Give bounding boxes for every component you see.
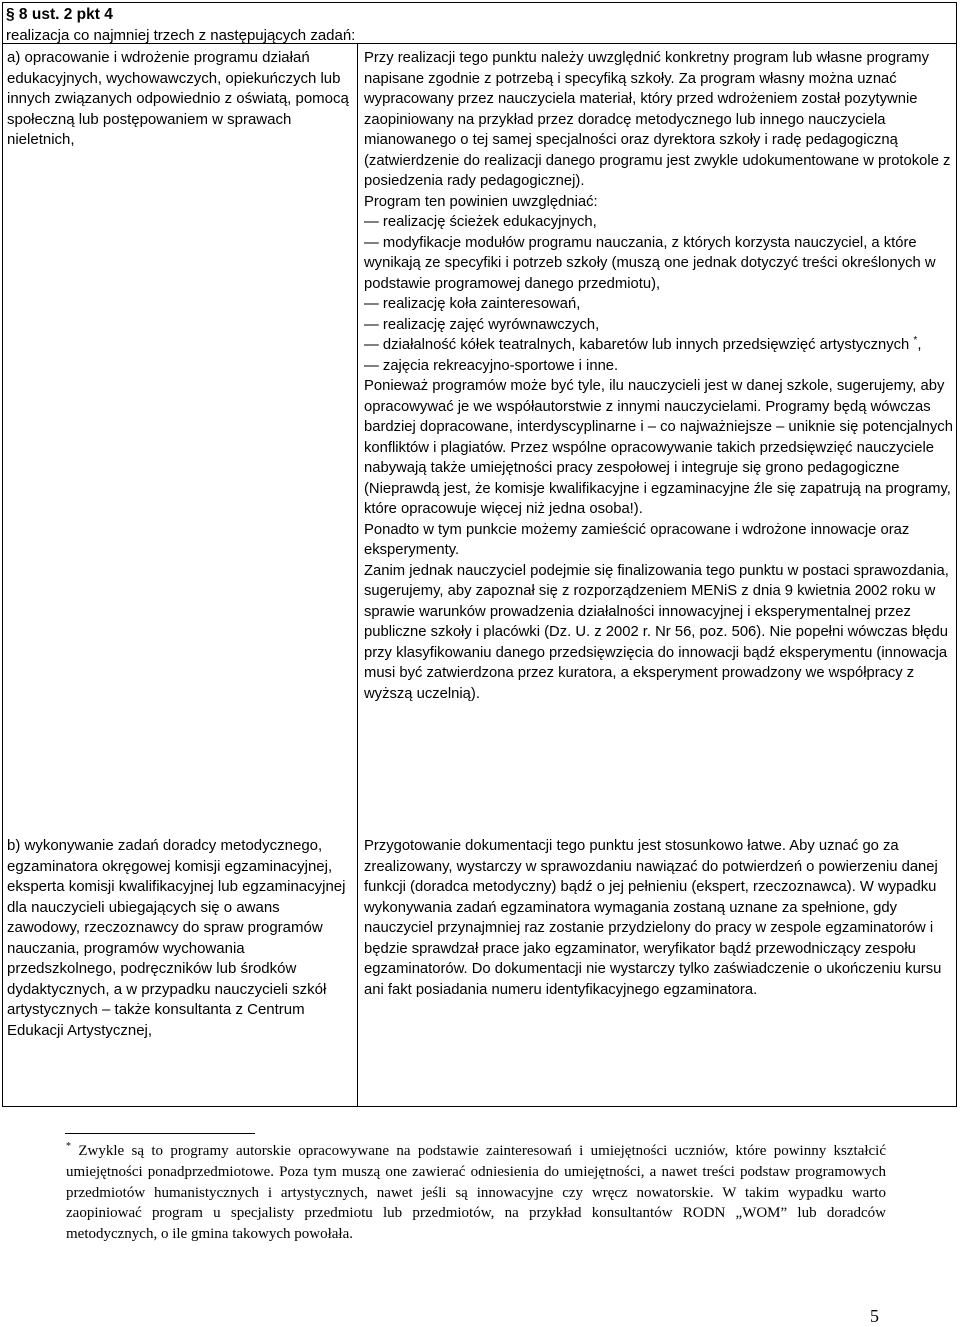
list-item: — zajęcia rekreacyjno-sportowe i inne. — [364, 356, 954, 377]
footnote-text: Zwykle są to programy autorskie opracowywane na podstawie zainteresowań i umiejętności uczniów, które powinny kształcić umiejętności ponadprzedmiotowe. Poza tym muszą one zawierać odniesienia do umiejętności, a nawet treści podstaw programowych przedmiotów humanistycznych i artystycznych, nawet jeśli są innowacyjne czy wręcz nowatorskie. W takim wypadku warto zaopiniować program u specjalisty przedmiotu lub przedmiotów, na przykład konsultantów RODN „WOM” lub doradców metodycznych, o ile gmina takowych powołała. — [66, 1143, 887, 1243]
list-item-text: działalność kółek teatralnych, kabaretów lub innych przedsięwzięć artystycznych — [382, 337, 910, 353]
task-b-text: b) wykonywanie zadań doradcy metodycznego, egzaminatora okręgowej komisji egzaminacyjnej, eksperta komisji kwalifikacyjnej lub egzaminacyjnej dla nauczycieli ubiegających się o awans zawodowy, rzeczoznawcy do spraw programów nauczania, programów wychowania przedszkolnego, podręczników lub środków dydaktycznych, a w przypadku nauczycieli szkół artystycznych – także konsultanta z Centrum Edukacji Artystycznej, — [7, 837, 346, 1039]
list-item: — realizację koła zainteresowań, — [364, 294, 954, 315]
commentary-paragraph: Zanim jednak nauczyciel podejmie się finalizowania tego punktu w postaci sprawozdania, sugerujemy, aby zapoznał się z rozporządzeniem MENiS z dnia 9 kwietnia 2002 roku w sprawie warunków prowadzenia działalności innowacyjnej i eksperymentalnej przez publiczne szkoły i placówki (Dz. U. z 2002 r. Nr 56, poz. 506). Nie popełni wówczas błędu przy klasyfikowaniu danego przedsięwzięcia do innowacji bądź eksperymentu (innowacja musi być zatwierdzona przez kuratora, a eksperyment prowadzony we współpracy z wyższą uczelnią). — [364, 562, 949, 702]
page-number: 5 — [870, 1306, 879, 1326]
section-reference: § 8 ust. 2 pkt 4 — [6, 6, 113, 23]
table-divider-vertical — [357, 43, 358, 1107]
table-header — [6, 5, 946, 46]
footnote-marker: * — [913, 335, 918, 347]
task-b-commentary: Przygotowanie dokumentacji tego punktu jest stosunkowo łatwe. Aby uznać go za zrealizowany, wystarczy w sprawozdaniu nawiązać do potwierdzeń o powierzeniu danej funkcji (doradca metodyczny) bądź o jej pełnieniu (ekspert, rzeczoznawca). W wypadku wykonywania zadań egzaminatora wymagania zostaną uznane za spełnione, gdy nauczyciel przynajmniej raz zostanie przydzielony do pracy w zespole egzaminatorów i będzie sprawdzał prace jako egzaminator, weryfikator bądź przewodniczący zespołu egzaminatorów. Do dokumentacji nie wystarczy tylko zaświadczenie o ukończeniu kursu ani fakt posiadania numeru identyfikacyjnego egzaminatora. — [364, 838, 942, 998]
header-intro: realizacja co najmniej trzech z następujących zadań: — [6, 26, 356, 44]
commentary-paragraph: Ponadto w tym punkcie możemy zamieścić opracowane i wdrożone innowacje oraz eksperymenty. — [364, 521, 910, 558]
list-item: — realizację zajęć wyrównawczych, — [364, 315, 954, 336]
commentary-paragraph: Przy realizacji tego punktu należy uwzględnić konkretny program lub własne programy napisane zgodnie z potrzebą i specyfiką szkoły. Za program własny można uznać wypracowany przez nauczyciela materiał, który przed wdrożeniem został pozytywnie zaopiniowany na przykład przez doradcę metodycznego lub innego nauczyciela mianowanego o tej samej specjalności oraz dyrektora szkoły i radę pedagogiczną (zatwierdzenie do realizacji danego programu jest zwykle udokumentowane w protokole z posiedzenia rady pedagogicznej). — [364, 50, 951, 189]
list-item: — modyfikacje modułów programu nauczania, z których korzysta nauczyciel, a które wynikają ze specyfiki i potrzeb szkoły (muszą one jednak dotyczyć treści określonych w podstawie programowej danego przedmiotu), — [364, 233, 954, 295]
task-a-text: a) opracowanie i wdrożenie programu działań edukacyjnych, wychowawczych, opiekuńczych lub innych związanych odpowiednio z oświatą, pomocą społeczną lub postępowaniem w sprawach nieletnich, — [7, 49, 349, 148]
footnote — [66, 1141, 886, 1245]
footnote-separator — [65, 1133, 255, 1134]
list-item — [364, 335, 954, 356]
task-a-commentary — [364, 48, 954, 704]
list-item-tail: , — [917, 337, 922, 353]
commentary-paragraph: Program ten powinien uwzględniać: — [364, 193, 598, 210]
footnote-marker: * — [66, 1141, 71, 1152]
commentary-paragraph: Ponieważ programów może być tyle, ilu nauczycieli jest w danej szkole, sugerujemy, aby opracowywać je we współautorstwie z innymi nauczycielami. Programy będą wówczas bardziej dopracowane, interdyscyplinarne i – co najważniejsze – uniknie się potencjalnych konfliktów i plagiatów. Przez wspólne opracowywanie takich przedsięwzięć nauczyciele nabywają także umiejętności pracy zespołowej i integruje się grono pedagogiczne (Nieprawdą jest, że komisje kwalifikacyjne i egzaminacyjne źle się zapatrują na programy, które opracowuje więcej niż jedna osoba!). — [364, 378, 953, 517]
list-item: — realizację ścieżek edukacyjnych, — [364, 212, 954, 233]
